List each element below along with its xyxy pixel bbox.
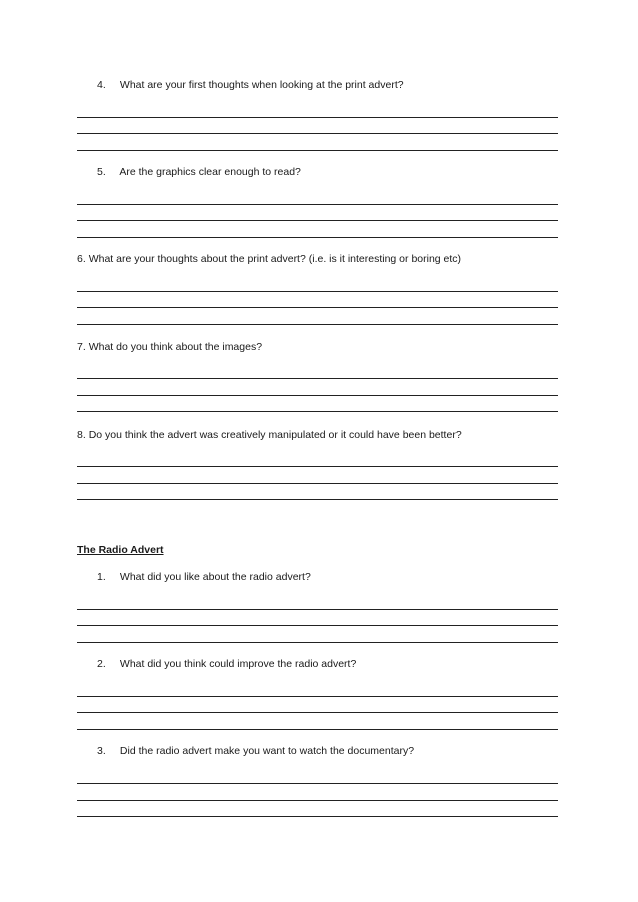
radio-question-2 xyxy=(97,658,356,671)
answer-line[interactable] xyxy=(77,483,558,484)
question-number: 8. xyxy=(77,429,86,441)
answer-line[interactable] xyxy=(77,378,558,379)
answer-line[interactable] xyxy=(77,499,558,500)
answer-line[interactable] xyxy=(77,220,558,221)
question-text: Are the graphics clear enough to read? xyxy=(119,166,301,178)
answer-line[interactable] xyxy=(77,712,558,713)
question-number: 4. xyxy=(97,79,106,91)
radio-question-1 xyxy=(97,571,311,584)
answer-line[interactable] xyxy=(77,816,558,817)
question-number: 6. xyxy=(77,253,86,265)
answer-line[interactable] xyxy=(77,696,558,697)
question-text: What did you like about the radio advert? xyxy=(119,571,311,583)
question-text: What are your first thoughts when looking at the print advert? xyxy=(119,79,404,91)
answer-line[interactable] xyxy=(77,117,558,118)
answer-line[interactable] xyxy=(77,204,558,205)
answer-line[interactable] xyxy=(77,783,558,784)
question-text: Do you think the advert was creatively manipulated or it could have been better? xyxy=(88,429,462,441)
question-text: What did you think could improve the radio advert? xyxy=(119,658,357,670)
question-text: Did the radio advert make you want to watch the documentary? xyxy=(119,745,415,757)
question-number: 3. xyxy=(97,745,106,757)
question-number: 1. xyxy=(97,571,106,583)
answer-line[interactable] xyxy=(77,642,558,643)
question-number: 2. xyxy=(97,658,106,670)
question-7 xyxy=(77,341,262,354)
answer-line[interactable] xyxy=(77,291,558,292)
answer-line[interactable] xyxy=(77,133,558,134)
section-heading: The Radio Advert xyxy=(77,544,164,556)
question-8 xyxy=(77,429,462,442)
answer-line[interactable] xyxy=(77,411,558,412)
question-4 xyxy=(97,79,404,92)
answer-line[interactable] xyxy=(77,324,558,325)
answer-line[interactable] xyxy=(77,307,558,308)
answer-line[interactable] xyxy=(77,625,558,626)
answer-line[interactable] xyxy=(77,800,558,801)
question-number: 7. xyxy=(77,341,86,353)
answer-line[interactable] xyxy=(77,466,558,467)
radio-question-3 xyxy=(97,745,414,758)
question-number: 5. xyxy=(97,166,106,178)
answer-line[interactable] xyxy=(77,395,558,396)
answer-line[interactable] xyxy=(77,609,558,610)
answer-line[interactable] xyxy=(77,237,558,238)
question-text: What do you think about the images? xyxy=(88,341,263,353)
answer-line[interactable] xyxy=(77,729,558,730)
question-5 xyxy=(97,166,301,179)
question-6 xyxy=(77,253,461,266)
answer-line[interactable] xyxy=(77,150,558,151)
question-text: What are your thoughts about the print advert? (i.e. is it interesting or boring etc) xyxy=(88,253,462,265)
